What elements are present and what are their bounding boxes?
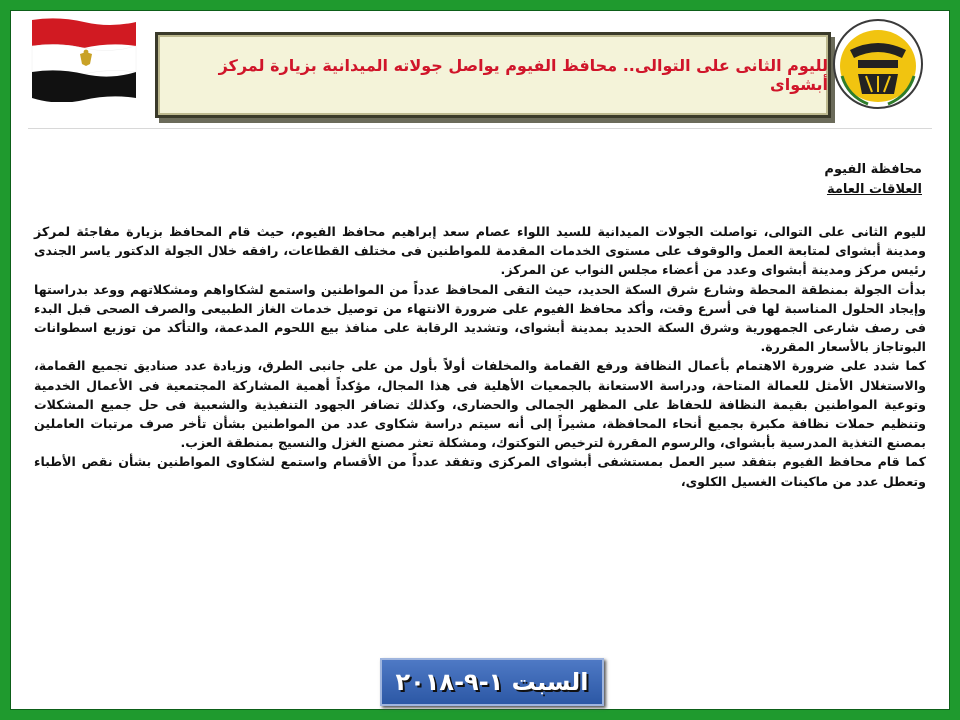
org-department: العلاقات العامة [826, 182, 922, 197]
fayoum-governorate-logo [828, 16, 928, 112]
article-body [34, 222, 926, 491]
egypt-flag-icon [28, 16, 140, 102]
org-header [824, 160, 922, 200]
page-frame [10, 10, 950, 710]
article-paragraph: كما شدد على ضرورة الاهتمام بأعمال النظافة ورفع القمامة والمخلفات أولاً بأول من على جانبى الطرق، وزيادة عدد صناديق تجميع القمامة، والاستغلال الأمثل للعمالة المتاحة، ودراسة الاستعانة بالجمعيات الأهلية فى هذا المجال، مؤكداً أهمية المشاركة المجتمعية فى الأعمال الخدمية وتوعية المواطنين بقيمة النظافة للحفاظ على المظهر الجمالى والحضارى، وكذلك تضافر الجهود التنفيذية والشعبية فى حل جميع المشكلات وتنظيم حملات نظافة مكبرة بجميع أنحاء المحافظة، مشيراً إلى أنه سيتم دراسة شكاوى عدد من المواطنين بشأن تأخر صرف مرتبات العاملين بمصنع التغذية المدرسية بأبشواى، والرسوم المقررة لترخيص التوكتوك، ومشكلة تعثر مصنع الغزل والنسيج بمنطقة العزب. [34, 358, 926, 451]
article-paragraph: بدأت الجولة بمنطقة المحطة وشارع شرق السكة الحديد، حيث التقى المحافظ عدداً من المواطنين واستمع لشكاواهم ومشكلاتهم ووعد بدراستها وإيجاد الحلول المناسبة لها فى أسرع وقت، وأكد محافظ الفيوم على ضرورة الانتهاء من توصيل خدمات الغاز الطبيعى والصرف الصحى قبل البدء فى رصف شارعى الجمهورية وشرق السكة الحديد بمدينة أبشواى، وتشديد الرقابة على منافذ بيع اللحوم المدعمة، والتأكد من توزيع اسطوانات البوتاجاز بالأسعار المقررة. [34, 281, 926, 355]
article-paragraph: لليوم الثانى على التوالى، تواصلت الجولات الميدانية للسيد اللواء عصام سعد إبراهيم محافظ الفيوم، حيث قام المحافظ بزيارة مفاجئة لمركز ومدينة أبشواى لمتابعة العمل والوقوف على مستوى الخدمات المقدمة للمواطنين فى مختلف القطاعات، رافقه خلال الجولة الدكتور ياسر الجندى رئيس مركز ومدينة أبشواى وعدد من أعضاء مجلس النواب عن المركز. [34, 224, 926, 278]
date-badge [380, 658, 604, 706]
org-name: محافظة الفيوم [824, 162, 922, 177]
page-title: لليوم الثانى على التوالى.. محافظ الفيوم يواصل جولاته الميدانية بزيارة لمركز أبشواى [218, 56, 828, 94]
header-divider [28, 128, 932, 129]
article-paragraph: كما قام محافظ الفيوم بتفقد سير العمل بمستشفى أبشواى المركزى وتفقد عدداً من الأقسام واستمع لشكاوى المواطنين بشأن نقص الأطباء وتعطل عدد من ماكينات الغسيل الكلوى، [34, 454, 926, 489]
date-label: السبت ١-٩-٢٠١٨ [395, 668, 589, 696]
title-banner [155, 32, 831, 118]
